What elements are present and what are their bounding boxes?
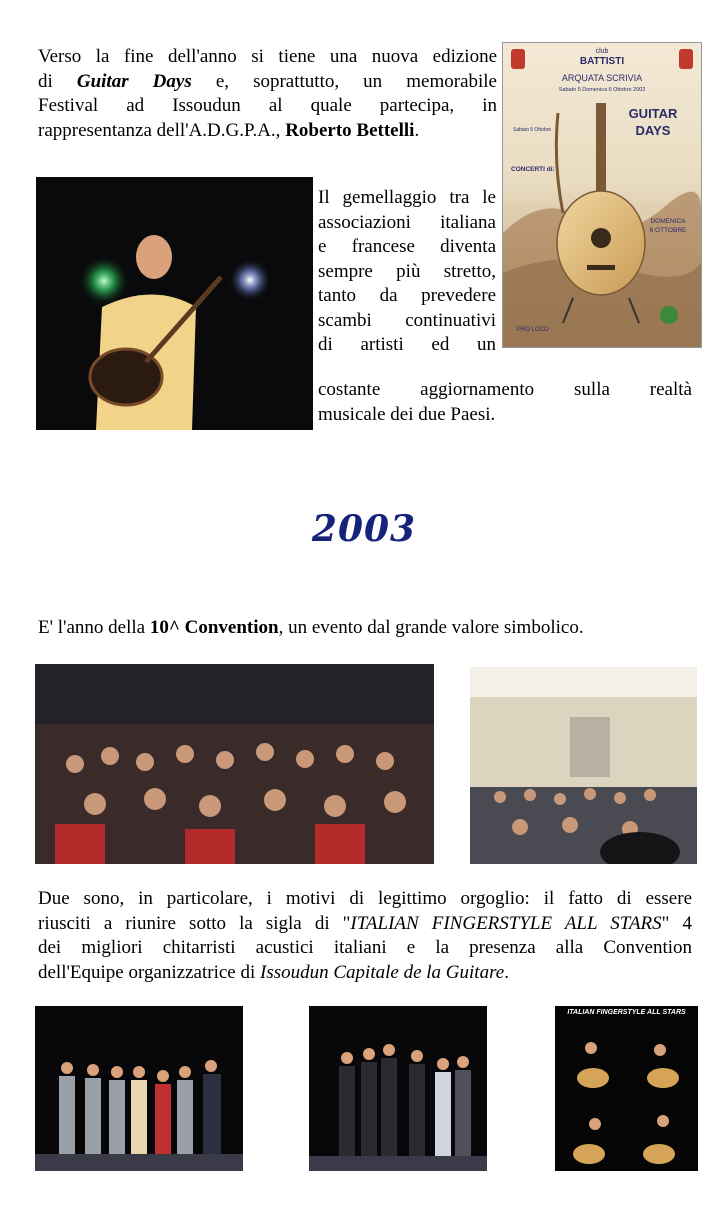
- stage-scene-2: [309, 1006, 487, 1171]
- stage-photo-1: [35, 1006, 243, 1171]
- all-stars-collage: [555, 1006, 698, 1171]
- intro-line-1: Verso la fine dell'anno si tiene una nuova edizione: [38, 46, 497, 67]
- convention-name: 10^ Convention: [149, 617, 279, 638]
- intro-text: rappresentanza dell'A.D.G.P.A.,: [38, 119, 286, 141]
- room-scene: [470, 667, 697, 864]
- concert-scene: [36, 177, 313, 430]
- all-stars-photo: [555, 1006, 698, 1171]
- poster-club-name: BATTISTI: [579, 56, 625, 67]
- all-stars-photo-title: ITALIAN FINGERSTYLE ALL STARS: [567, 1009, 686, 1016]
- poster-domenica: DOMENICA: [650, 218, 686, 225]
- convention-sentence: [38, 616, 698, 641]
- poster-logo-guitar: GUITAR: [628, 106, 678, 121]
- year-heading: 2003: [311, 508, 417, 550]
- poster-dates: Sabato 5 Domenica 6 Ottobre 2002: [558, 87, 646, 93]
- twinning-line: scambi continuativi: [318, 309, 496, 331]
- twinning-line: associazioni italiana: [318, 211, 496, 233]
- pride-line-2: [38, 912, 692, 937]
- audience-scene: [35, 664, 434, 864]
- intro-text: di: [38, 70, 77, 92]
- convention-text: , un evento dal grande valore simbolico.: [278, 617, 584, 638]
- pride-text: " 4: [661, 912, 692, 934]
- twinning-line: sempre più stretto,: [318, 260, 496, 282]
- twinning-line: tanto da prevedere: [318, 285, 496, 306]
- poster-logo-days: DAYS: [635, 123, 671, 138]
- pride-line-4: [38, 961, 692, 986]
- stage-scene-1: [35, 1006, 243, 1171]
- twinning-line: costante aggiornamento sulla realtà: [318, 379, 692, 400]
- twinning-line: di artisti ed un: [318, 334, 496, 355]
- pride-line-3: dei migliori chitarristi acustici italiani e la presenza alla Convention: [38, 937, 692, 958]
- poster-sabato: Sabato 5 Ottobre: [513, 127, 552, 133]
- twinning-line: musicale dei due Paesi.: [318, 403, 496, 425]
- intro-text: e, soprattutto, un memorabile: [191, 70, 497, 92]
- twinning-paragraph: [318, 186, 496, 358]
- roberto-bettelli-name: Roberto Bettelli: [285, 119, 415, 141]
- guitar-days-poster: [502, 42, 702, 348]
- intro-line-3: Festival ad Issoudun al quale partecipa, in: [38, 95, 497, 116]
- twinning-tail: [318, 378, 692, 427]
- pride-line-1: Due sono, in particolare, i motivi di legittimo orgoglio: il fatto di essere: [38, 888, 692, 909]
- conference-room-photo: [470, 667, 697, 864]
- pride-paragraph: [38, 887, 692, 985]
- pride-text: dell'Equipe organizzatrice di: [38, 961, 261, 983]
- intro-paragraph: [38, 45, 497, 143]
- intro-line-2: [38, 70, 497, 95]
- issoudun-name: Issoudun Capitale de la Guitare: [260, 961, 505, 983]
- all-stars-name: ITALIAN FINGERSTYLE ALL STARS: [350, 912, 662, 934]
- pride-text: riusciti a riunire sotto la sigla di ": [38, 912, 351, 934]
- intro-line-4: [38, 119, 497, 144]
- stage-photo-2: [309, 1006, 487, 1171]
- poster-town: ARQUATA SCRIVIA: [561, 73, 643, 83]
- audience-photo: [35, 664, 434, 864]
- twinning-line: e francese diventa: [318, 236, 496, 257]
- guitar-days-name: Guitar Days: [76, 70, 192, 92]
- poster-ottobre: 6 OTTOBRE: [649, 227, 687, 234]
- intro-text: .: [414, 119, 420, 141]
- poster-graphic: [503, 43, 701, 347]
- poster-proloco: PRO LOCO: [517, 327, 549, 333]
- poster-club: club: [595, 48, 609, 55]
- pride-text: .: [504, 961, 509, 983]
- convention-text: E' l'anno della: [38, 617, 150, 638]
- poster-concerti: CONCERTI di:: [511, 166, 555, 173]
- twinning-line: Il gemellaggio tra le: [318, 187, 496, 208]
- roberto-bettelli-photo: [36, 177, 313, 430]
